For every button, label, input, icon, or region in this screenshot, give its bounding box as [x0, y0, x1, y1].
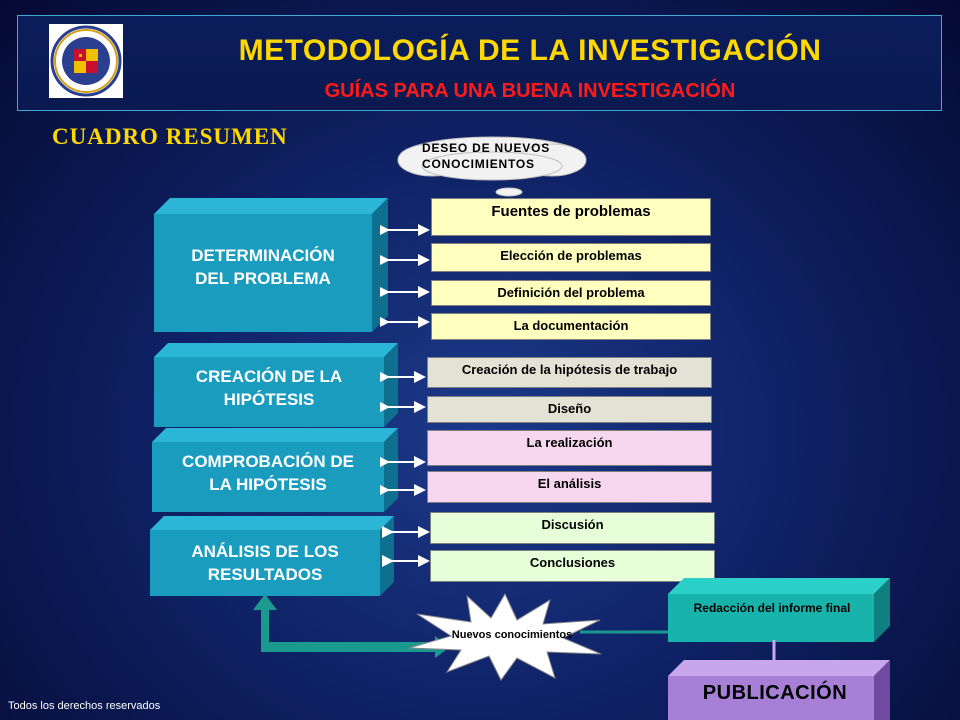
report-text: Redacción del informe final — [693, 601, 851, 615]
item-definicion: Definición del problema — [431, 280, 711, 306]
phase-label-line1: COMPROBACIÓN DE — [182, 452, 354, 471]
starburst-text: Nuevos conocimientos — [451, 629, 573, 641]
page-title: METODOLOGÍA DE LA INVESTIGACIÓN — [238, 34, 822, 67]
phase-label-line2: RESULTADOS — [207, 565, 323, 584]
item-conclusiones: Conclusiones — [430, 550, 715, 582]
item-discusion: Discusión — [430, 512, 715, 544]
phase-label-creacion — [154, 365, 384, 415]
item-analisis: El análisis — [427, 471, 712, 503]
phase-label-line2: HIPÓTESIS — [223, 390, 315, 409]
university-logo — [49, 24, 123, 98]
footer-copyright: Todos los derechos reservados — [8, 700, 161, 712]
publication-text: PUBLICACIÓN — [702, 682, 848, 704]
item-diseno: Diseño — [427, 396, 712, 423]
item-creacion-hipotesis: Creación de la hipótesis de trabajo — [427, 357, 712, 388]
item-fuentes: Fuentes de problemas — [431, 198, 711, 236]
phase-label-line1: CREACIÓN DE LA — [195, 367, 343, 386]
page-subtitle: GUÍAS PARA UNA BUENA INVESTIGACIÓN — [324, 80, 736, 102]
phase-label-line2: LA HIPÓTESIS — [209, 475, 327, 494]
phase-label-analisis — [150, 540, 380, 590]
phase-label-determinacion — [154, 244, 372, 294]
section-title: CUADRO RESUMEN — [52, 124, 288, 149]
phase-label-line2: DEL PROBLEMA — [195, 269, 331, 288]
item-eleccion: Elección de problemas — [431, 243, 711, 272]
phase-label-line1: DETERMINACIÓN — [191, 246, 335, 265]
item-realizacion: La realización — [427, 430, 712, 466]
item-documentacion: La documentación — [431, 313, 711, 340]
phase-label-comprobacion — [152, 450, 384, 500]
phase-label-line1: ANÁLISIS DE LOS — [191, 542, 339, 561]
cloud-text: DESEO DE NUEVOS CONOCIMIENTOS — [422, 141, 551, 171]
